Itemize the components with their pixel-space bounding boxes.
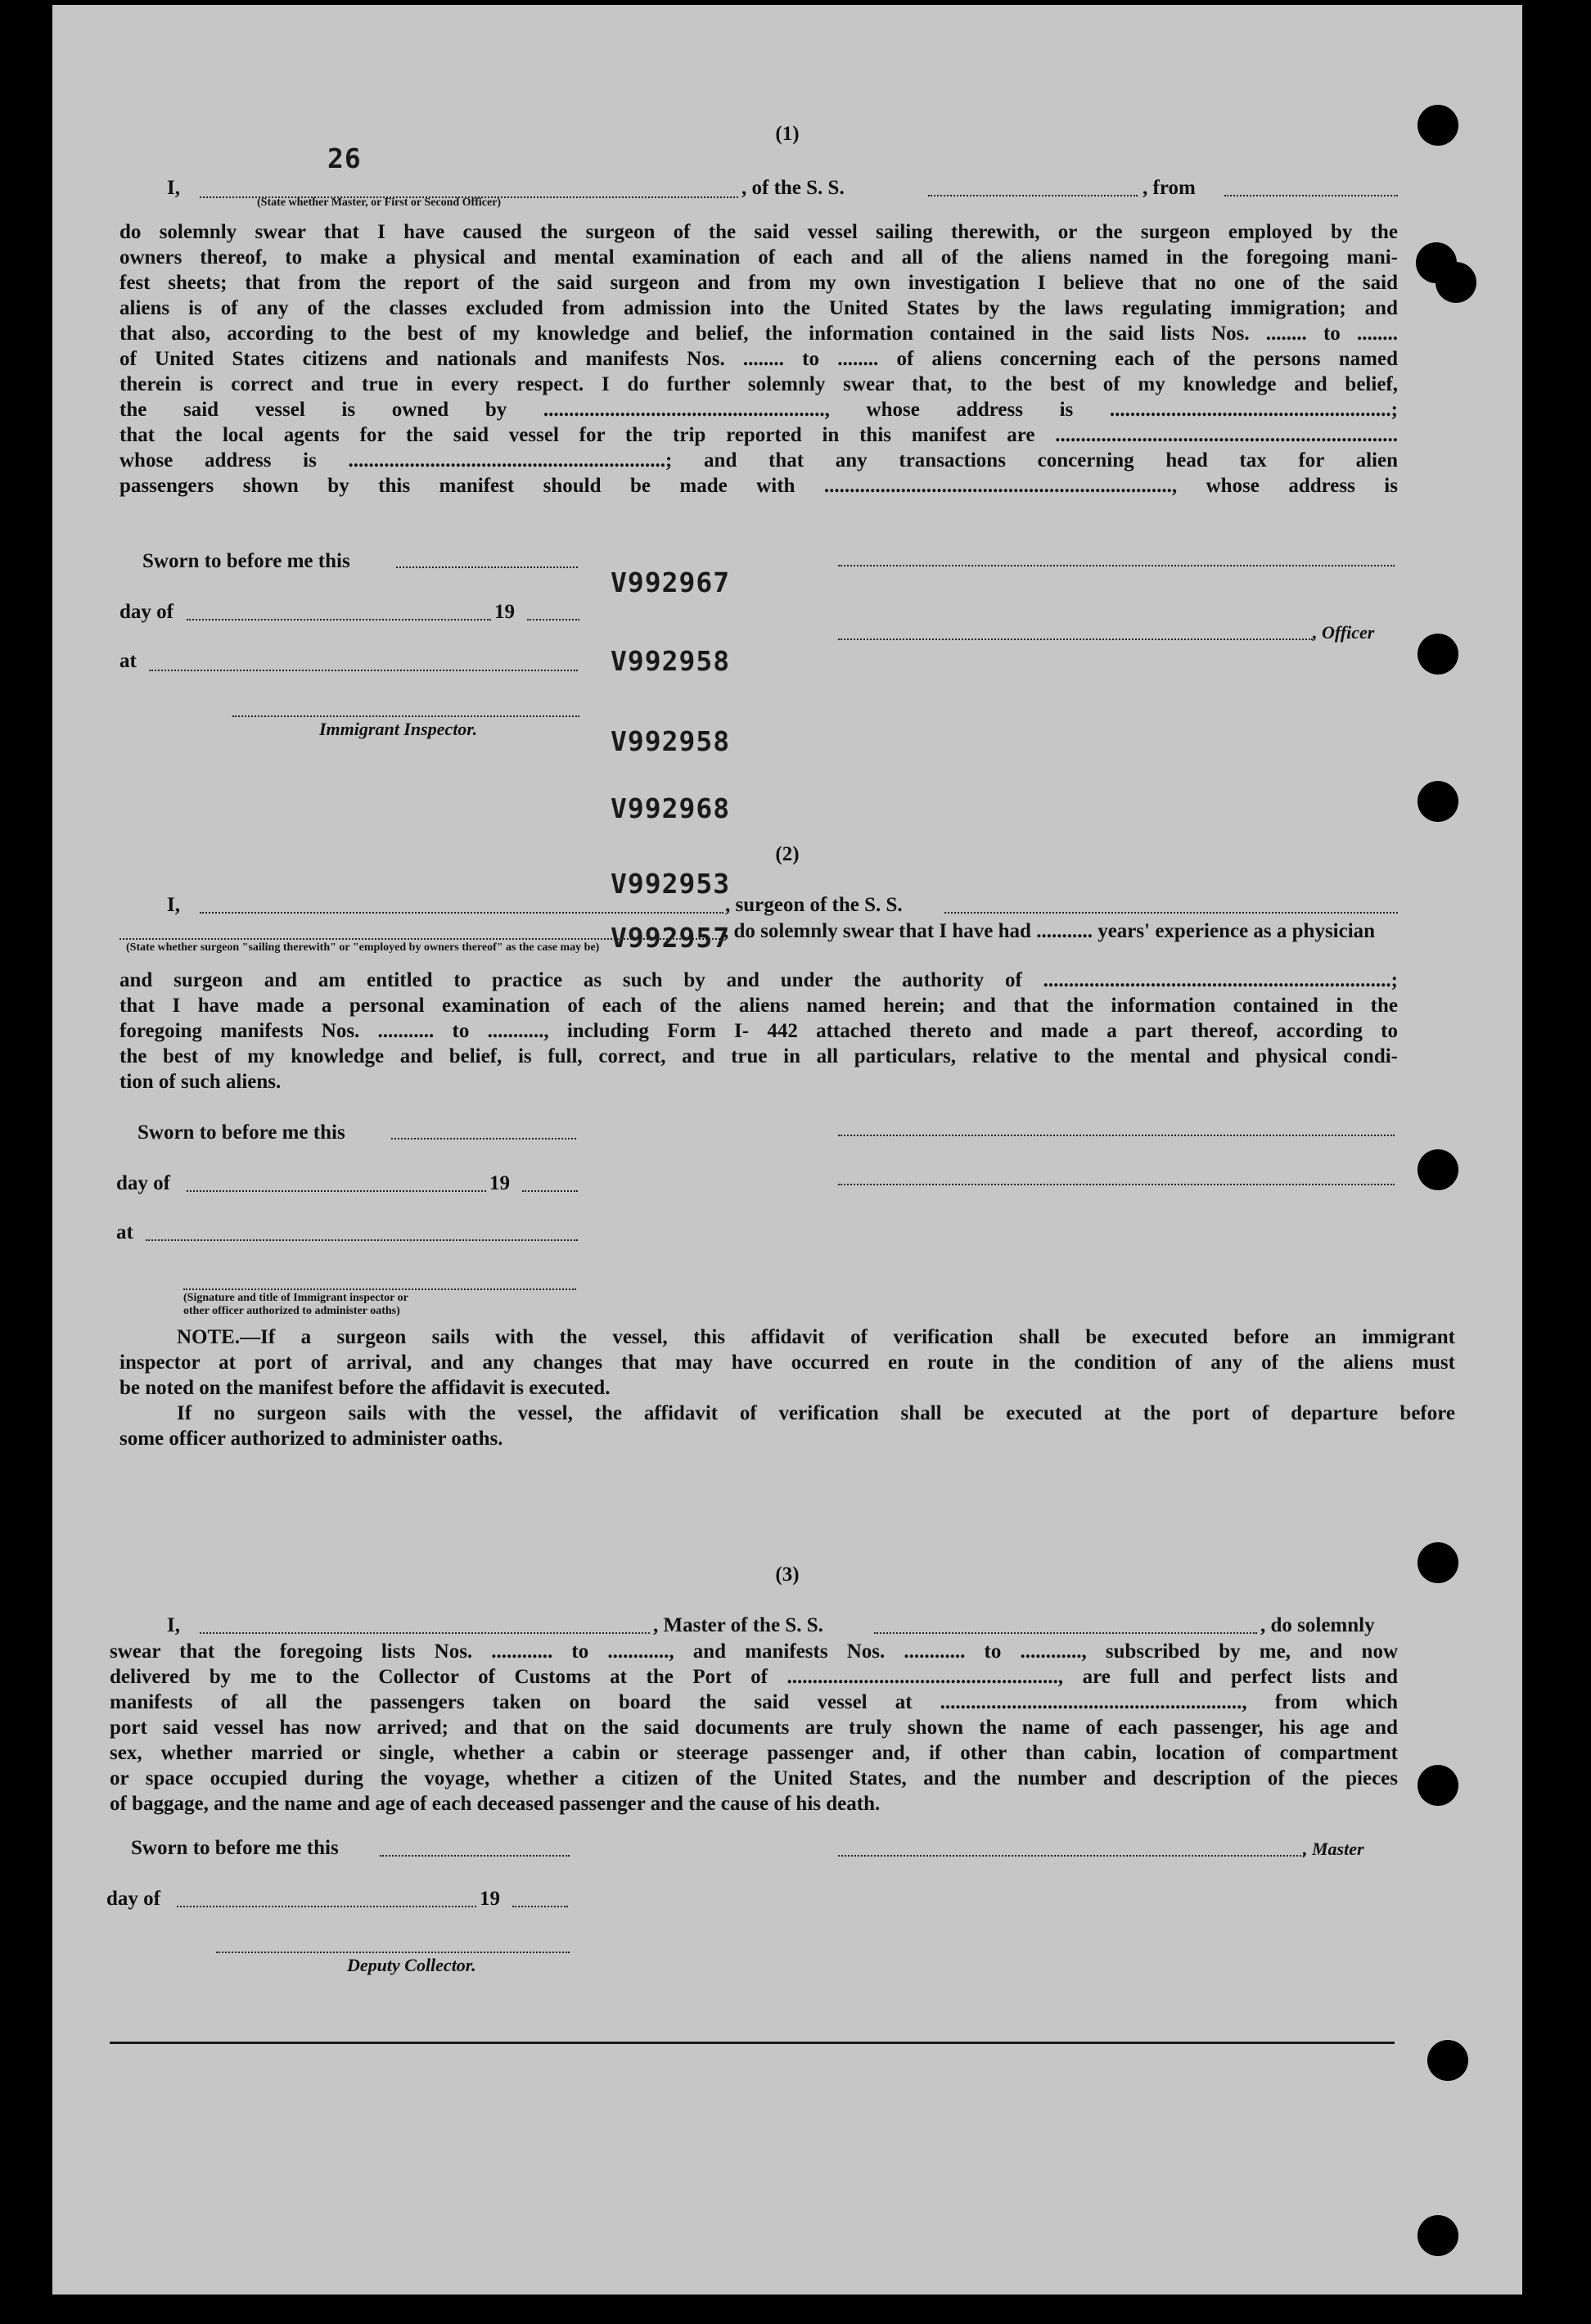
note-line: inspector at port of arrival, and any changes that may have occurred en route in the condition of any of the aliens must <box>119 1352 1455 1374</box>
section-1-oath-hint: (State whether Master, or First or Second Officer) <box>257 196 502 209</box>
manifest-affidavit-page <box>52 5 1522 2295</box>
section-3-collector-blank <box>216 1952 570 1953</box>
section-2-body-line: that I have made a personal examination of each of the aliens named herein; and that the information contained in the <box>119 995 1398 1017</box>
section-2-signature-blank-right-1 <box>838 1135 1395 1136</box>
section-1-year-blank <box>527 619 579 620</box>
section-1-body-line: therein is correct and true in every respect. I do further solemnly swear that, to the best of my knowledge and belief, <box>119 373 1398 395</box>
bottom-rule <box>110 2042 1395 2044</box>
stamped-number-1: V992967 <box>611 566 731 598</box>
section-1-of-ss: , of the S. S. <box>741 177 845 199</box>
stamped-number-5: V992953 <box>611 868 731 900</box>
section-2-sworn-blank <box>391 1138 576 1139</box>
section-1-body-line: fest sheets; that from the report of the said surgeon and from my own investigation I believe that no one of the said <box>119 272 1398 294</box>
section-1-body-line: of United States citizens and nationals and manifests Nos. ........ to ........ of aliens concerning each of the persons named <box>119 348 1398 370</box>
master-label: , Master <box>1303 1839 1364 1859</box>
punch-hole-4 <box>1417 634 1458 675</box>
section-3-name-blank <box>200 1632 650 1634</box>
stamped-number-3: V992958 <box>611 725 731 757</box>
note-line: If no surgeon sails with the vessel, the affidavit of verification shall be executed at the port of departure before <box>177 1402 1455 1424</box>
section-3-day-of: day of <box>106 1888 160 1910</box>
section-3-body-line: port said vessel has now arrived; and that on the said documents are truly shown the name of each passenger, his age and <box>110 1717 1398 1739</box>
section-2-at: at <box>116 1221 133 1243</box>
section-1-at: at <box>119 650 137 672</box>
punch-hole-5 <box>1417 781 1458 822</box>
section-3-year: 19 <box>480 1888 500 1910</box>
section-1-officer-blank-1 <box>838 565 1395 566</box>
punch-hole-3 <box>1436 262 1476 303</box>
section-1-body-line: owners thereof, to make a physical and mental examination of each and all of the aliens named in the foregoing mani- <box>119 246 1398 269</box>
section-3-oath-start: I, <box>167 1614 180 1636</box>
section-1-officer-blank-2 <box>838 639 1313 640</box>
section-3-body-line: sex, whether married or single, whether a cabin or steerage passenger and, if other than cabin, location of compartment <box>110 1742 1398 1764</box>
section-3-number: (3) <box>775 1564 800 1586</box>
section-1-body-line: that the local agents for the said vessel for the trip reported in this manifest are ................................................................... <box>119 424 1398 446</box>
stamped-number-2: V992958 <box>611 645 731 677</box>
note-line: some officer authorized to administer oaths. <box>119 1428 503 1450</box>
section-1-day-blank <box>187 619 491 620</box>
section-1-body-line: that also, according to the best of my knowledge and belief, the information contained in the said lists Nos. ........ to ........ <box>119 323 1398 345</box>
section-3-day-blank <box>177 1906 476 1907</box>
section-1-body-line: whose address is ..............................................................; and that any transactions concerning head tax for alien <box>119 449 1398 472</box>
deputy-collector-label: Deputy Collector. <box>347 1955 476 1975</box>
section-1-number: (1) <box>775 123 800 145</box>
section-3-solemnly: , do solemnly <box>1260 1614 1375 1636</box>
section-2-body-line: foregoing manifests Nos. ........... to ..........., including Form I- 442 attached thereto and made a part thereof, according to <box>119 1020 1398 1042</box>
section-2-body-line: tion of such aliens. <box>119 1071 282 1093</box>
section-1-day-of: day of <box>119 601 174 623</box>
section-3-vessel-blank <box>874 1632 1257 1634</box>
officer-label: , Officer <box>1313 622 1375 643</box>
section-2-at-blank <box>146 1239 578 1241</box>
section-1-inspector-blank <box>232 715 579 717</box>
section-1-from: , from <box>1143 177 1196 199</box>
section-1-oath-start: I, <box>167 177 180 199</box>
section-3-body-line: manifests of all the passengers taken on board the said vessel at ..........................................................., from which <box>110 1691 1398 1713</box>
immigrant-inspector-label: Immigrant Inspector. <box>319 719 478 739</box>
section-2-day-of: day of <box>116 1172 170 1194</box>
section-2-title-blank <box>119 938 720 940</box>
section-1-body-line: do solemnly swear that I have caused the surgeon of the said vessel sailing therewith, or the surgeon employed by the <box>119 221 1398 243</box>
section-2-day-blank <box>187 1190 486 1192</box>
section-3-sworn: Sworn to before me this <box>131 1837 339 1859</box>
vessel-name-blank <box>928 195 1138 196</box>
section-2-signature-blank-right-2 <box>838 1184 1395 1185</box>
section-3-body-line: or space occupied during the voyage, whether a citizen of the United States, and the number and description of the pieces <box>110 1767 1398 1789</box>
section-2-body-line: the best of my knowledge and belief, is full, correct, and true in all particulars, relative to the mental and physical condi- <box>119 1045 1398 1067</box>
section-3-master-blank <box>838 1855 1305 1857</box>
section-1-sworn-blank <box>396 566 578 568</box>
section-1-year: 19 <box>494 601 515 623</box>
section-2-signature-hint-1: (Signature and title of Immigrant inspector or <box>183 1292 408 1304</box>
section-1-body-line: the said vessel is owned by ......................................................., whose address is .......................................................; <box>119 399 1398 421</box>
section-2-number: (2) <box>775 843 800 865</box>
section-1-body-line: passengers shown by this manifest should be made with ...................................................................., whose address is <box>119 475 1398 497</box>
stamped-number-4: V992968 <box>611 792 731 824</box>
punch-hole-9 <box>1427 2040 1468 2081</box>
section-3-year-blank <box>512 1906 568 1907</box>
stamped-number-6: V992957 <box>611 922 731 954</box>
section-1-sworn: Sworn to before me this <box>142 550 350 572</box>
section-2-hint: (State whether surgeon "sailing therewith" or "employed by owners thereof" as the case may be) <box>126 941 600 954</box>
section-1-body-line: aliens is of any of the classes excluded from admission into the United States by the laws regulating immigration; and <box>119 297 1398 319</box>
note-line: be noted on the manifest before the affidavit is executed. <box>119 1377 611 1399</box>
section-2-year: 19 <box>489 1172 510 1194</box>
section-3-body-line: swear that the foregoing lists Nos. ............ to ............, and manifests Nos. ............ to ............, subscribed by me, and now <box>110 1640 1398 1663</box>
officer-title-blank <box>200 196 738 198</box>
section-3-master-of-ss: , Master of the S. S. <box>653 1614 823 1636</box>
punch-hole-10 <box>1417 2215 1458 2256</box>
port-from-blank <box>1224 195 1398 196</box>
handwritten-number: 26 <box>327 142 362 174</box>
section-3-sworn-blank <box>380 1855 570 1857</box>
section-3-body-line: of baggage, and the name and age of each deceased passenger and the cause of his death. <box>110 1793 881 1815</box>
section-1-at-blank <box>149 670 578 671</box>
punch-hole-6 <box>1417 1149 1458 1190</box>
section-2-vessel-blank <box>944 912 1398 914</box>
section-2-sworn: Sworn to before me this <box>137 1121 345 1144</box>
section-2-oath-start: I, <box>167 894 180 916</box>
section-2-signature-blank <box>183 1288 576 1290</box>
punch-hole-8 <box>1417 1765 1458 1806</box>
note-line: NOTE.—If a surgeon sails with the vessel, this affidavit of verification shall be executed before an immigrant <box>177 1326 1455 1348</box>
section-2-surgeon-blank <box>200 912 723 914</box>
section-2-surgeon-of-ss: , surgeon of the S. S. <box>725 894 903 916</box>
section-2-solemnly: , do solemnly swear that I have had ........... years' experience as a physician <box>723 920 1376 942</box>
section-2-year-blank <box>522 1190 578 1192</box>
section-2-signature-hint-2: other officer authorized to administer oaths) <box>183 1305 400 1317</box>
section-2-body-line: and surgeon and am entitled to practice as such by and under the authority of ....................................................................; <box>119 969 1398 991</box>
section-3-body-line: delivered by me to the Collector of Customs at the Port of ....................................................., are full and perfect lists and <box>110 1666 1398 1688</box>
